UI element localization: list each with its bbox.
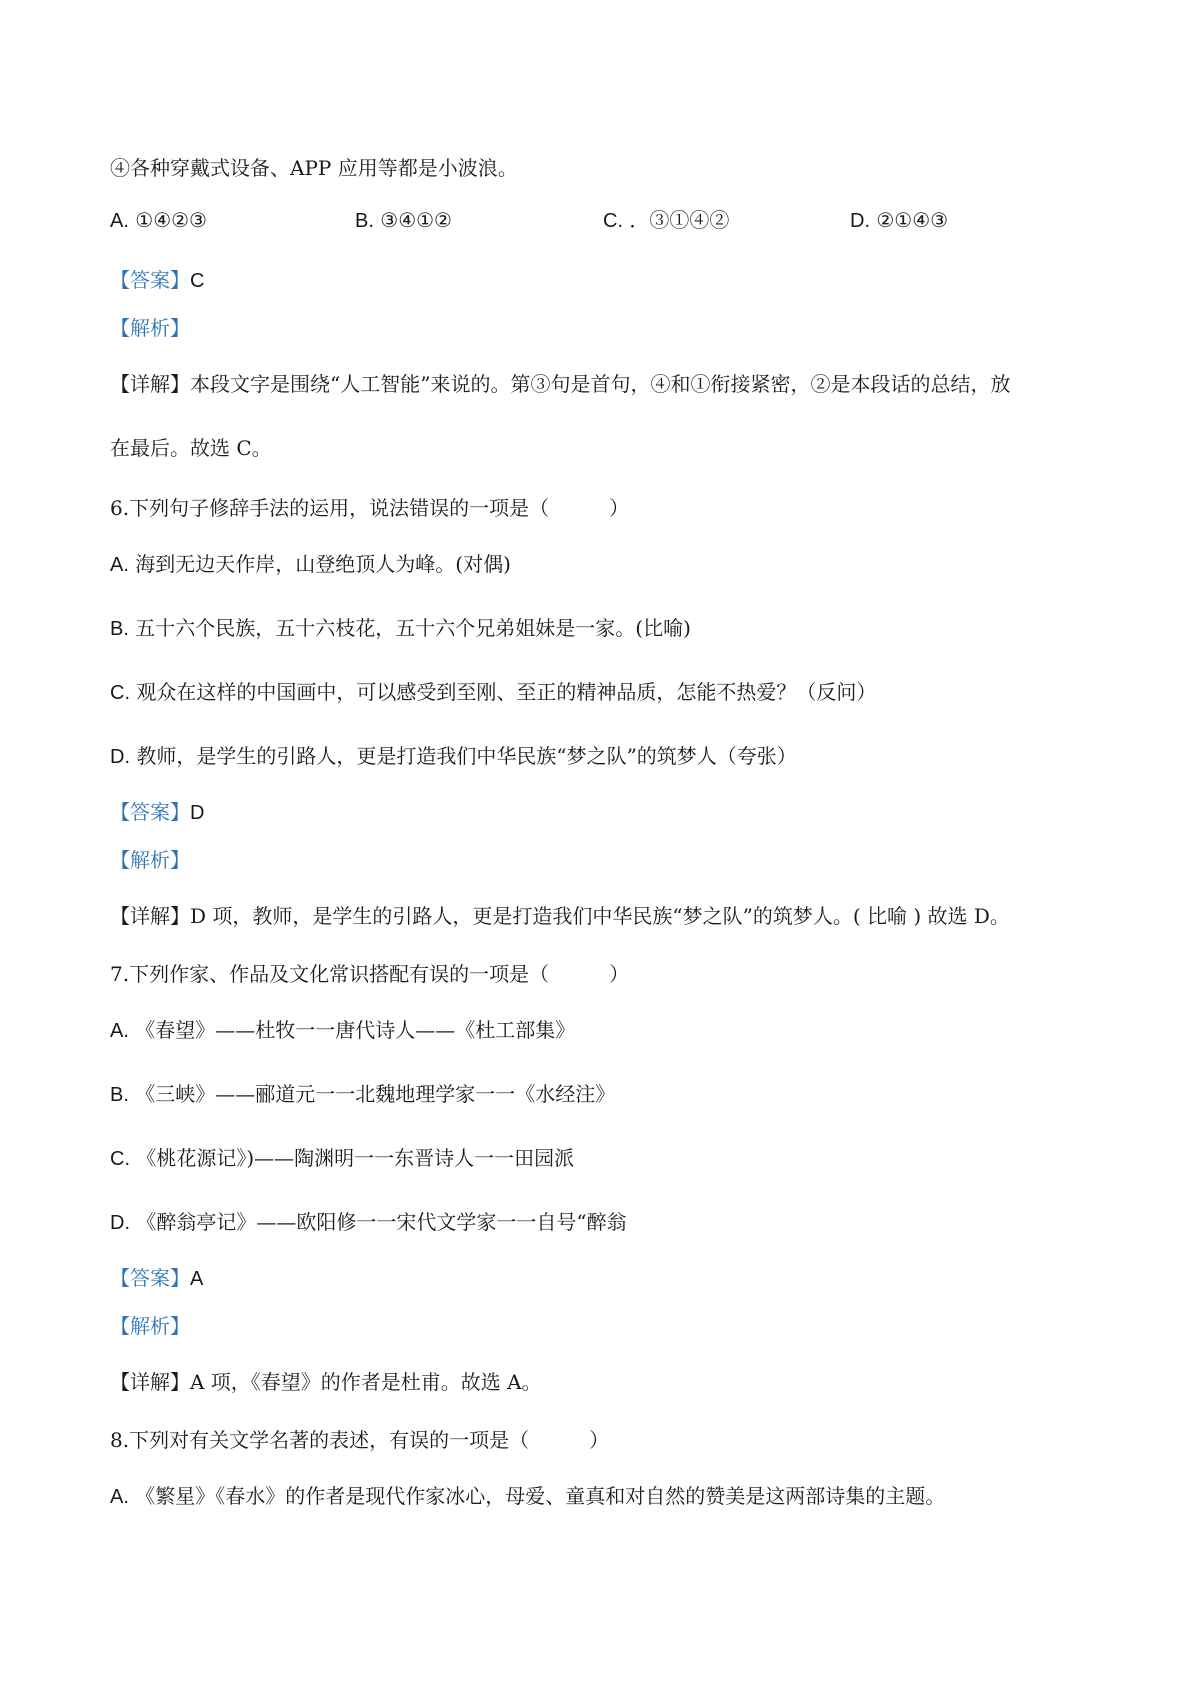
answer-value: D bbox=[190, 802, 205, 824]
option-text: ①④②③ bbox=[135, 208, 207, 232]
option-text: 五十六个民族，五十六枝花，五十六个兄弟姐妹是一家。(比喻) bbox=[135, 616, 691, 640]
option-text: 海到无边天作岸，山登绝顶人为峰。(对偶) bbox=[135, 552, 511, 576]
option-text: 教师，是学生的引路人，更是打造我们中华民族“梦之队”的筑梦人（夸张） bbox=[136, 744, 797, 768]
answer-value: A bbox=[190, 1268, 204, 1290]
detail-text: 本段文字是围绕“人工智能”来说的。第③句是首句，④和①衔接紧密，②是本段话的总结，放 bbox=[190, 372, 1011, 396]
q6-option-a bbox=[110, 550, 511, 579]
option-text: ②①④③ bbox=[876, 208, 949, 232]
q8-option-a bbox=[110, 1482, 945, 1511]
option-text: 《醉翁亭记》——欧阳修一一宋代文学家一一自号“醉翁 bbox=[136, 1210, 627, 1234]
q5-option-c bbox=[603, 206, 729, 235]
q6-detail bbox=[110, 902, 1010, 930]
option-text: 《三峡》——郦道元一一北魏地理学家一一《水经注》 bbox=[135, 1082, 616, 1106]
detail-text: D 项，教师，是学生的引路人，更是打造我们中华民族“梦之队”的筑梦人。( 比喻 ) 故选 D。 bbox=[190, 904, 1010, 928]
q7-option-b bbox=[110, 1080, 615, 1109]
option-letter: C. bbox=[110, 1148, 130, 1170]
q7-stem: 7.下列作家、作品及文化常识搭配有误的一项是（ ） bbox=[110, 962, 630, 986]
q7-option-c bbox=[110, 1144, 574, 1173]
q6-stem: 6.下列句子修辞手法的运用，说法错误的一项是（ ） bbox=[110, 496, 630, 520]
answer-label: 【答案】 bbox=[110, 800, 190, 824]
q5-detail-line2: 在最后。故选 C。 bbox=[110, 436, 272, 460]
q5-option-a bbox=[110, 206, 207, 235]
option-letter: C. bbox=[603, 210, 623, 232]
q7-analysis-label: 【解析】 bbox=[110, 1314, 190, 1338]
detail-text: A 项，《春望》的作者是杜甫。故选 A。 bbox=[190, 1370, 542, 1394]
option-letter: B. bbox=[110, 1084, 129, 1106]
detail-label: 【详解】 bbox=[110, 904, 190, 928]
q6-option-d bbox=[110, 742, 797, 771]
option-text: 《春望》——杜牧一一唐代诗人——《杜工部集》 bbox=[135, 1018, 576, 1042]
option-text: 《桃花源记》)——陶渊明一一东晋诗人一一田园派 bbox=[136, 1146, 575, 1170]
option-letter: B. bbox=[355, 210, 374, 232]
option-letter: A. bbox=[110, 1020, 129, 1042]
answer-label: 【答案】 bbox=[110, 268, 190, 292]
q7-option-d bbox=[110, 1208, 627, 1237]
q7-option-a bbox=[110, 1016, 575, 1045]
option-letter: B. bbox=[110, 618, 129, 640]
q6-option-c bbox=[110, 678, 876, 707]
option-letter: A. bbox=[110, 1486, 129, 1508]
q5-analysis-label: 【解析】 bbox=[110, 316, 190, 340]
q5-stem-line: ④各种穿戴式设备、APP 应用等都是小波浪。 bbox=[110, 156, 518, 180]
detail-label: 【详解】 bbox=[110, 1370, 190, 1394]
answer-value: C bbox=[190, 270, 205, 292]
option-text: 观众在这样的中国画中，可以感受到至刚、至正的精神品质，怎能不热爱？（反问） bbox=[136, 680, 877, 704]
q6-analysis-label: 【解析】 bbox=[110, 848, 190, 872]
option-letter: A. bbox=[110, 554, 129, 576]
q6-option-b bbox=[110, 614, 691, 643]
q5-option-b bbox=[355, 206, 452, 235]
q7-detail bbox=[110, 1368, 542, 1396]
option-text: ．③①④② bbox=[629, 208, 730, 232]
q5-detail-line1 bbox=[110, 370, 1010, 398]
q6-answer bbox=[110, 798, 204, 827]
option-text: ③④①② bbox=[380, 208, 452, 232]
q8-stem: 8.下列对有关文学名著的表述，有误的一项是（ ） bbox=[110, 1428, 610, 1452]
option-letter: A. bbox=[110, 210, 129, 232]
option-text: 《繁星》《春水》的作者是现代作家冰心，母爱、童真和对自然的赞美是这两部诗集的主题。 bbox=[135, 1484, 946, 1508]
q5-answer bbox=[110, 266, 204, 295]
q5-option-d bbox=[850, 206, 948, 235]
answer-label: 【答案】 bbox=[110, 1266, 190, 1290]
option-letter: C. bbox=[110, 682, 130, 704]
option-letter: D. bbox=[850, 210, 870, 232]
q7-answer bbox=[110, 1264, 203, 1293]
option-letter: D. bbox=[110, 1212, 130, 1234]
detail-label: 【详解】 bbox=[110, 372, 190, 396]
option-letter: D. bbox=[110, 746, 130, 768]
